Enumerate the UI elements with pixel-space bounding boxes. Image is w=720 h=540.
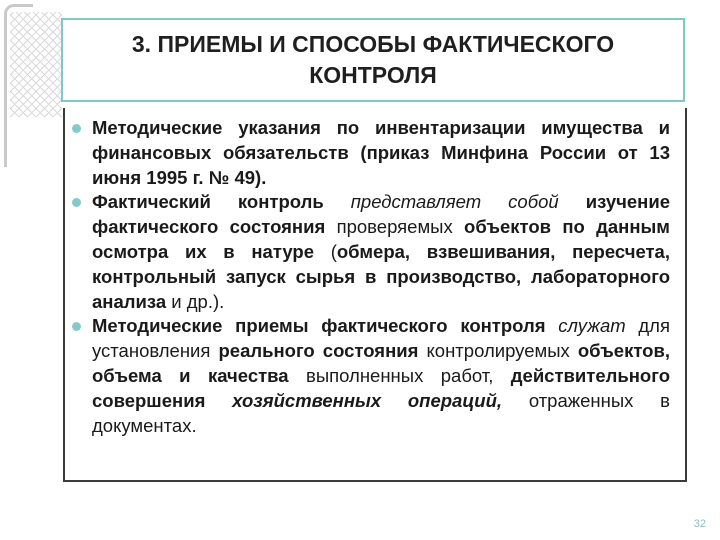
bullet-text-segment: Методические приемы фактического контроля — [92, 315, 559, 337]
bullet-dot-icon — [72, 198, 81, 207]
bullet-dot-icon — [72, 322, 81, 331]
bullet-item — [70, 190, 670, 314]
bullet-text-segment: контролируемых — [426, 340, 578, 362]
bullet-text-segment: выполненных работ, — [306, 364, 511, 386]
decorative-pattern — [10, 12, 62, 117]
bullet-text-segment: ( — [330, 240, 337, 262]
bullet-text-segment: реального состояния — [218, 340, 427, 362]
page-number: 32 — [693, 518, 706, 530]
bullet-text-segment: хозяйственных операций, — [232, 389, 529, 411]
bullet-text-segment: обмера, взвешивания, пересчета, контрольный запуск сырья в производство, лабораторного анализа — [92, 240, 670, 312]
bullet-text-segment: отраженных в документах. — [92, 389, 670, 436]
bullet-text-segment: и др.). — [171, 290, 225, 312]
bullet-dot-icon — [72, 124, 81, 133]
bullet-text-segment: проверяемых — [336, 216, 465, 238]
bullet-text-segment: действительного совершения — [92, 364, 670, 411]
bullet-text-segment: изучение фактического состояния — [92, 191, 670, 238]
bullet-list — [70, 116, 670, 438]
bullet-text-segment: для установления — [92, 315, 670, 362]
bullet-text-segment: представляет собой — [350, 191, 586, 213]
title-box — [61, 18, 685, 102]
slide-title: 3. ПРИЕМЫ И СПОСОБЫ ФАКТИЧЕСКОГО КОНТРОЛЯ — [131, 31, 615, 88]
bullet-item — [70, 116, 670, 190]
bullet-text-segment: объектов, объема и качества — [92, 340, 670, 386]
bullet-item — [70, 314, 670, 438]
bullet-text-segment: объектов по данным осмотра их в натуре — [92, 216, 670, 262]
bullet-text-segment: служат — [558, 315, 639, 337]
bullet-text-segment: Методические указания по инвентаризации имущества и финансовых обязательств (приказ Минфина России от 13 июня 1995 г. № 49). — [92, 117, 670, 188]
bullet-text-segment: Фактический контроль — [92, 191, 351, 213]
